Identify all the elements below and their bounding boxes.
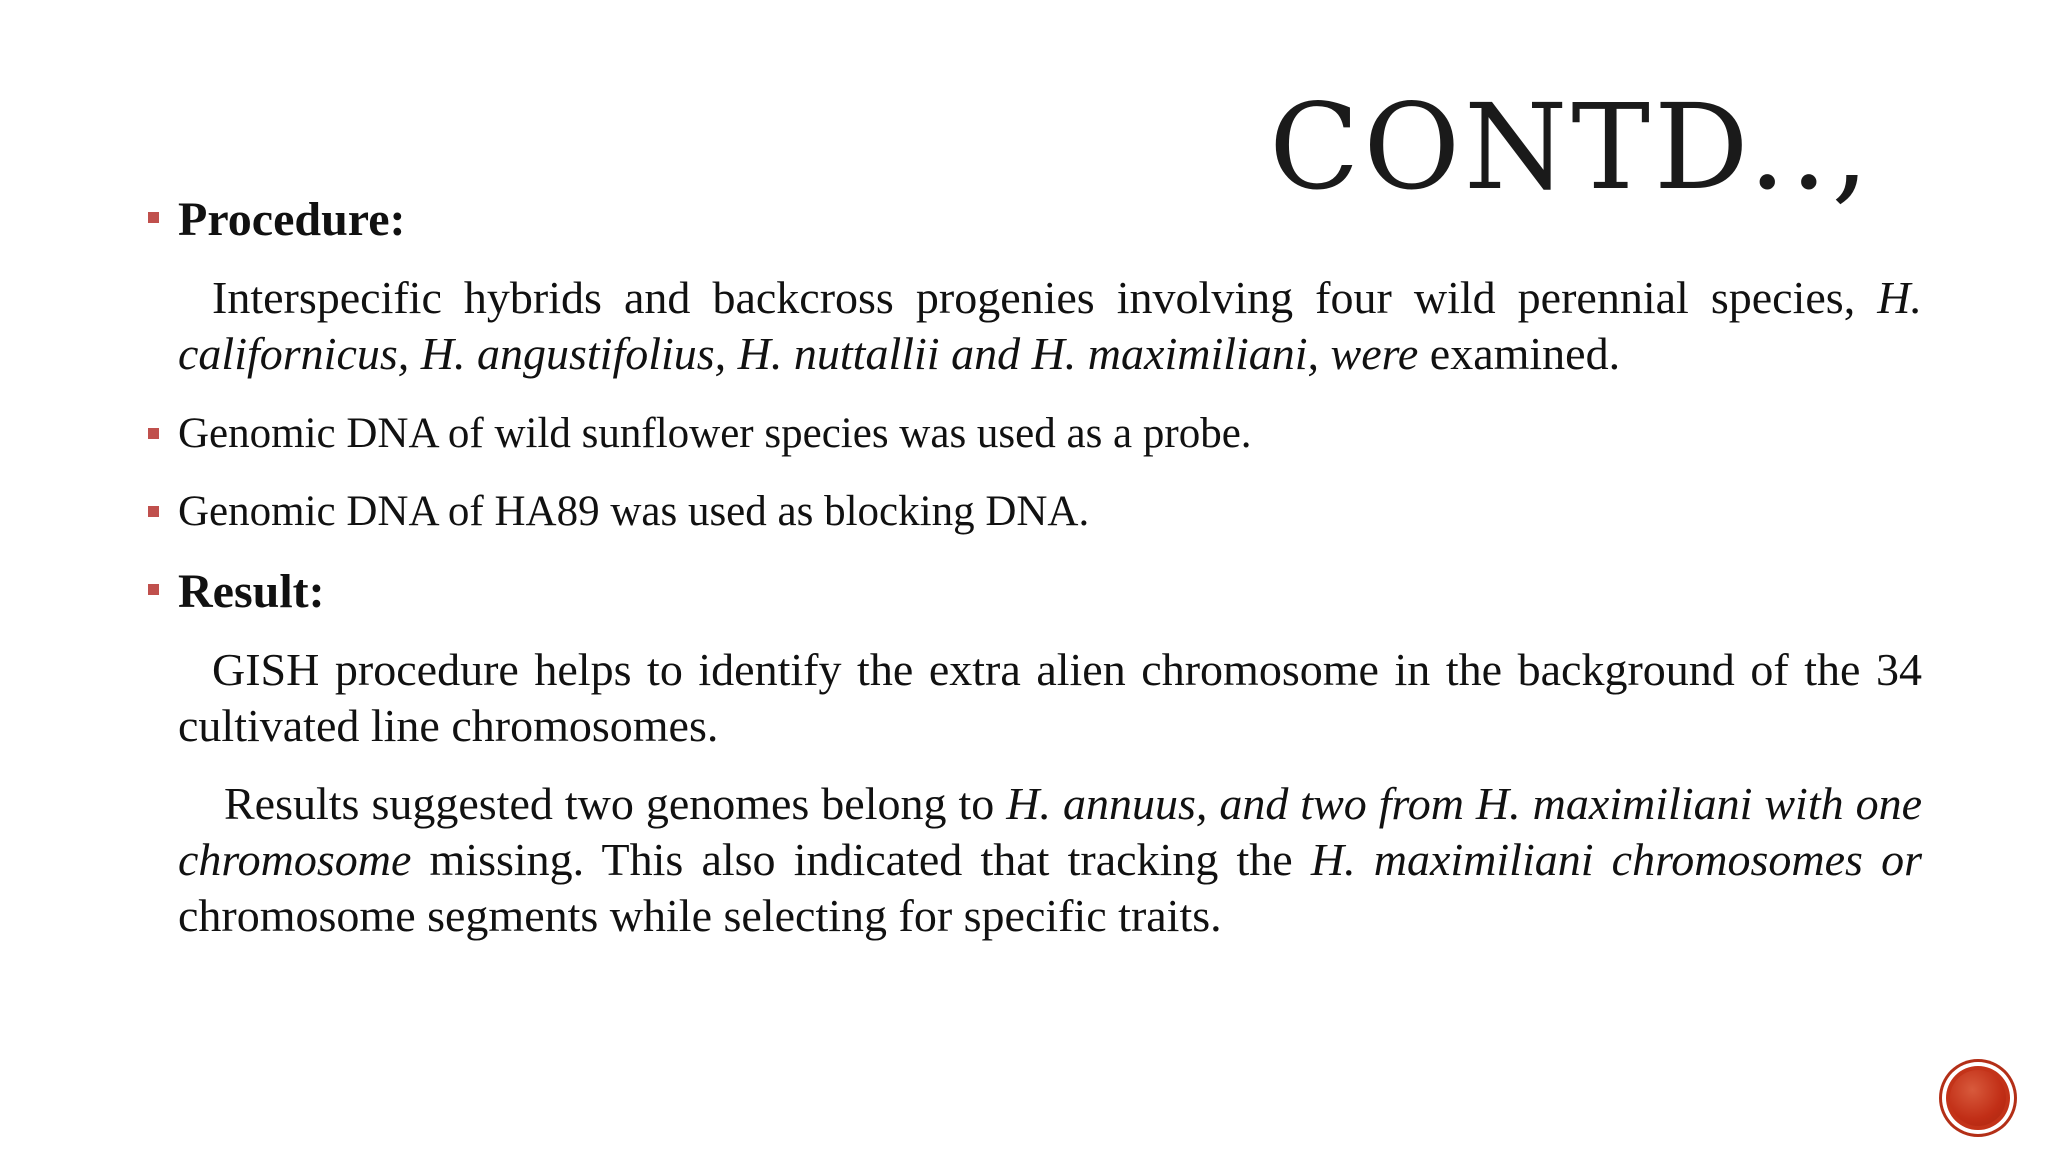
next-slide-button[interactable] <box>1942 1062 2014 1134</box>
slide-content <box>148 190 1922 944</box>
result-text-2b: missing. This also indicated that tracking the <box>411 834 1311 885</box>
bullet-item <box>148 484 1922 540</box>
procedure-paragraph <box>148 270 1922 382</box>
bullet-item <box>148 406 1922 462</box>
square-bullet-icon <box>148 212 159 223</box>
square-bullet-icon <box>148 506 159 517</box>
procedure-text-1: Interspecific hybrids and backcross progenies involving four wild perennial species, <box>212 272 1878 323</box>
procedure-species-italic: H. californicus, H. angustifolius, H. nuttallii and H. maximiliani, were <box>178 272 1922 379</box>
square-bullet-icon <box>148 584 159 595</box>
result-text-2c: chromosome segments while selecting for specific traits. <box>178 890 1222 941</box>
result-paragraph-1 <box>148 642 1922 754</box>
result-paragraph-2 <box>148 776 1922 944</box>
result-heading-row <box>148 562 1922 622</box>
square-bullet-icon <box>148 428 159 439</box>
result-heading: Result: <box>178 565 325 618</box>
result-text-1: GISH procedure helps to identify the extra alien chromosome in the background of the 34 cultivated line chromosomes. <box>178 644 1922 751</box>
procedure-heading: Procedure: <box>178 193 406 246</box>
result-text-2a: Results suggested two genomes belong to <box>224 778 1007 829</box>
bullet-text: Genomic DNA of wild sunflower species was used as a probe. <box>178 410 1252 457</box>
bullet-text: Genomic DNA of HA89 was used as blocking DNA. <box>178 488 1090 535</box>
result-italic-2: H. maximiliani chromosomes or <box>1310 834 1922 885</box>
procedure-text-2: examined. <box>1418 328 1621 379</box>
circle-nav-icon <box>1950 1070 2006 1126</box>
procedure-heading-row <box>148 190 1922 250</box>
slide-title: CONTD.., <box>1269 78 1873 216</box>
result-italic-1: H. annuus, and two from H. maximiliani with one chromosome <box>178 778 1922 885</box>
